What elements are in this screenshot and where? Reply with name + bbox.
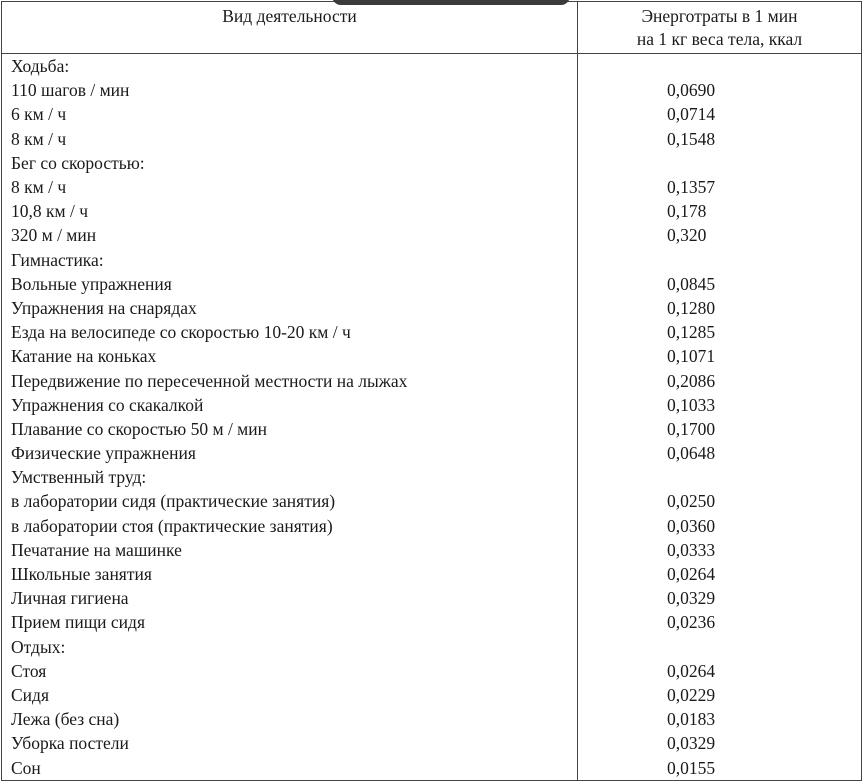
activity-cell: Сидя	[2, 683, 578, 707]
table-row	[2, 175, 862, 199]
activity-cell: 8 км / ч	[2, 127, 578, 151]
table-row	[2, 151, 862, 175]
energy-value-cell: 0,1071	[578, 344, 862, 368]
activity-cell: Школьные занятия	[2, 562, 578, 586]
table-row	[2, 248, 862, 272]
table-row	[2, 393, 862, 417]
activity-cell: Умственный труд:	[2, 465, 578, 489]
energy-value-cell: 0,0155	[578, 755, 862, 780]
header-energy-line-1: Энерготраты в 1 мин	[641, 6, 798, 26]
table-row	[2, 127, 862, 151]
activity-cell: Отдых:	[2, 635, 578, 659]
activity-cell: Сон	[2, 755, 578, 780]
energy-value-cell: 0,0845	[578, 272, 862, 296]
activity-cell: Упражнения на снарядах	[2, 296, 578, 320]
table-row	[2, 199, 862, 223]
table-row	[2, 610, 862, 634]
activity-cell: Упражнения со скакалкой	[2, 393, 578, 417]
activity-cell: Печатание на машинке	[2, 538, 578, 562]
activity-cell: Личная гигиена	[2, 586, 578, 610]
energy-value-cell: 0,0648	[578, 441, 862, 465]
activity-cell: 320 м / мин	[2, 223, 578, 247]
table-row	[2, 514, 862, 538]
table-row	[2, 78, 862, 102]
top-scroll-handle	[332, 0, 570, 5]
energy-value-cell: 0,1033	[578, 393, 862, 417]
header-row	[2, 2, 862, 54]
activity-cell: 110 шагов / мин	[2, 78, 578, 102]
table-row	[2, 489, 862, 513]
energy-value-cell: 0,1548	[578, 127, 862, 151]
energy-value-cell	[578, 54, 862, 79]
energy-value-cell: 0,178	[578, 199, 862, 223]
energy-value-cell: 0,320	[578, 223, 862, 247]
table-row	[2, 465, 862, 489]
energy-value-cell: 0,0250	[578, 489, 862, 513]
energy-expenditure-table	[1, 1, 862, 781]
table-row	[2, 538, 862, 562]
activity-cell: Физические упражнения	[2, 441, 578, 465]
table-row	[2, 296, 862, 320]
table-row	[2, 683, 862, 707]
header-activity-label: Вид деятельности	[222, 6, 357, 26]
table-row	[2, 223, 862, 247]
table-row	[2, 417, 862, 441]
energy-value-cell: 0,1285	[578, 320, 862, 344]
activity-cell: Езда на велосипеде со скоростью 10-20 км / ч	[2, 320, 578, 344]
energy-value-cell: 0,0236	[578, 610, 862, 634]
energy-value-cell: 0,0183	[578, 707, 862, 731]
energy-value-cell: 0,0229	[578, 683, 862, 707]
activity-cell: Гимнастика:	[2, 248, 578, 272]
table-row	[2, 755, 862, 780]
energy-value-cell	[578, 465, 862, 489]
table-row	[2, 344, 862, 368]
energy-value-cell	[578, 248, 862, 272]
energy-value-cell: 0,0714	[578, 102, 862, 126]
energy-value-cell: 0,0690	[578, 78, 862, 102]
header-energy	[578, 2, 862, 54]
header-energy-line-2: на 1 кг веса тела, ккал	[636, 29, 803, 49]
table-row	[2, 731, 862, 755]
activity-cell: Лежа (без сна)	[2, 707, 578, 731]
energy-value-cell	[578, 635, 862, 659]
energy-value-cell: 0,1700	[578, 417, 862, 441]
energy-value-cell	[578, 151, 862, 175]
table-row	[2, 659, 862, 683]
table-row	[2, 441, 862, 465]
activity-cell: 8 км / ч	[2, 175, 578, 199]
activity-cell: 10,8 км / ч	[2, 199, 578, 223]
energy-value-cell: 0,1357	[578, 175, 862, 199]
activity-cell: Катание на коньках	[2, 344, 578, 368]
energy-value-cell: 0,0264	[578, 562, 862, 586]
table-body	[2, 54, 862, 781]
energy-value-cell: 0,1280	[578, 296, 862, 320]
table-row	[2, 562, 862, 586]
activity-cell: Плавание со скоростью 50 м / мин	[2, 417, 578, 441]
energy-value-cell: 0,0333	[578, 538, 862, 562]
table-row	[2, 635, 862, 659]
activity-cell: Стоя	[2, 659, 578, 683]
table-row	[2, 368, 862, 392]
energy-value-cell: 0,0360	[578, 514, 862, 538]
energy-value-cell: 0,0329	[578, 586, 862, 610]
activity-cell: Прием пищи сидя	[2, 610, 578, 634]
table-row	[2, 272, 862, 296]
table-row	[2, 586, 862, 610]
table-header	[2, 2, 862, 54]
activity-cell: Ходьба:	[2, 54, 578, 79]
table-row	[2, 707, 862, 731]
energy-value-cell: 0,0329	[578, 731, 862, 755]
activity-cell: в лаборатории стоя (практические занятия)	[2, 514, 578, 538]
table-row	[2, 320, 862, 344]
activity-cell: Уборка постели	[2, 731, 578, 755]
table-row	[2, 54, 862, 79]
energy-value-cell: 0,2086	[578, 368, 862, 392]
header-activity	[2, 2, 578, 54]
activity-cell: Бег со скоростью:	[2, 151, 578, 175]
activity-cell: в лаборатории сидя (практические занятия)	[2, 489, 578, 513]
activity-cell: 6 км / ч	[2, 102, 578, 126]
table-row	[2, 102, 862, 126]
activity-cell: Вольные упражнения	[2, 272, 578, 296]
activity-cell: Передвижение по пересеченной местности на лыжах	[2, 368, 578, 392]
energy-value-cell: 0,0264	[578, 659, 862, 683]
